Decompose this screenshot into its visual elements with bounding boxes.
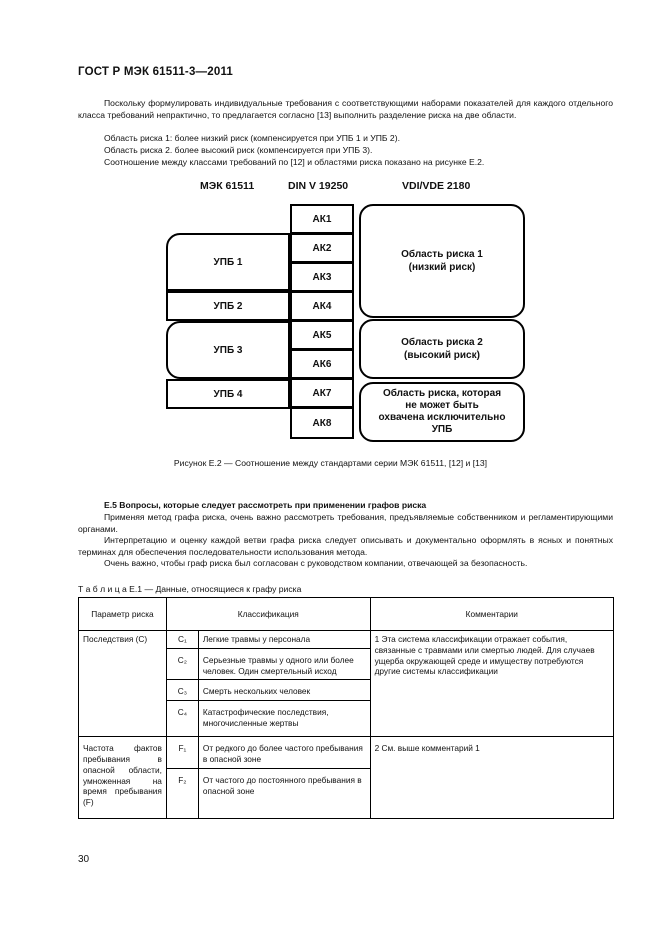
table-comment-1: 1 Эта система классификации отражает события, связанные с травмами или смертью людей. Для случаев ущерба окружающей среде и имуществу потребуются другие системы классификации xyxy=(370,631,613,737)
diagram-ak-3: АК3 xyxy=(290,262,354,292)
risk-area-2-title: Область риска 2 xyxy=(401,337,483,348)
table-class-text: Смерть нескольких человек xyxy=(198,680,370,701)
intro-paragraph-4: Соотношение между классами требований по [12] и областями риска показано на рисунке Е.2. xyxy=(104,157,485,167)
diagram-upb-4: УПБ 4 xyxy=(166,379,290,409)
table-code: C₁ xyxy=(166,631,198,649)
diagram-upb-1: УПБ 1 xyxy=(166,233,290,291)
diagram-ak-1: АК1 xyxy=(290,204,354,234)
risk-area-1-title: Область риска 1 xyxy=(401,249,483,260)
diagram-ak-8: АК8 xyxy=(290,407,354,439)
table-code: F₂ xyxy=(166,768,198,818)
risk-area-2-subtitle: (высокий риск) xyxy=(404,350,480,361)
table-class-text: Катастрофические последствия, многочисленные жертвы xyxy=(198,701,370,737)
section-heading: Е.5 Вопросы, которые следует рассмотреть при применении графов риска xyxy=(104,500,427,510)
diagram-ak-4: АК4 xyxy=(290,291,354,321)
intro-paragraph-1: Поскольку формулировать индивидуальные требования с соответствующими наборами показателей для каждого отдельного класса требований непрактично, то предлагается согласно [13] выполнить разделение риска на две области. xyxy=(78,98,613,120)
table-row xyxy=(79,631,614,649)
table-header-classification: Классификация xyxy=(166,598,370,631)
diagram-ak-6: АК6 xyxy=(290,349,354,379)
intro-paragraph-3: Область риска 2. более высокий риск (компенсируется при УПБ 3). xyxy=(104,145,373,155)
table-class-text: Серьезные травмы у одного или более человек. Один смертельный исход xyxy=(198,648,370,680)
table-code: C₂ xyxy=(166,648,198,680)
diagram-risk-area-2 xyxy=(359,319,525,379)
section-paragraph-2: Интерпретацию и оценку каждой ветви графа риска следует описывать и документально оформлять в ясных и понятных терминах для обеспечения последовательности использования метода. xyxy=(78,535,613,557)
table-code: C₃ xyxy=(166,680,198,701)
table-title: Т а б л и ц а Е.1 — Данные, относящиеся к графу риска xyxy=(78,584,302,594)
diagram-ak-2: АК2 xyxy=(290,233,354,263)
page-number: 30 xyxy=(78,854,90,865)
table-row xyxy=(79,737,614,769)
section-paragraph-1: Применяя метод графа риска, очень важно рассмотреть требования, предъявляемые собственником и регламентирующими органами. xyxy=(78,512,613,534)
risk-graph-table xyxy=(78,597,614,819)
risk-area-3-line-1: Область риска, которая xyxy=(382,388,502,399)
diagram-upb-2: УПБ 2 xyxy=(166,291,290,321)
table-header-comments: Комментарии xyxy=(370,598,613,631)
risk-area-3-line-2: не может быть xyxy=(405,400,479,411)
table-code: F₁ xyxy=(166,737,198,769)
diagram-upb-3: УПБ 3 xyxy=(166,321,290,379)
figure-caption: Рисунок Е.2 — Соотношение между стандартами серии МЭК 61511, [12] и [13] xyxy=(173,458,488,468)
table-comment-2: 2 См. выше комментарий 1 xyxy=(370,737,613,819)
table-code: C₄ xyxy=(166,701,198,737)
risk-area-3-line-4: УПБ xyxy=(431,424,453,435)
table-class-text: От редкого до более частого пребывания в опасной зоне xyxy=(198,737,370,769)
risk-area-3-line-3: охвачена исключительно xyxy=(378,412,506,423)
table-class-text: От частого до постоянного пребывания в опасной зоне xyxy=(198,768,370,818)
diagram-ak-5: АК5 xyxy=(290,320,354,350)
diagram-risk-area-1 xyxy=(359,204,525,318)
table-param-consequences: Последствия (С) xyxy=(79,631,167,737)
risk-area-1-subtitle: (низкий риск) xyxy=(408,262,476,273)
table-header-row xyxy=(79,598,614,631)
section-paragraph-3: Очень важно, чтобы граф риска был согласован с руководством компании, отвечающей за безопасность. xyxy=(104,558,528,568)
table-param-frequency: Частота фактов пребывания в опасной области, умноженная на время пребывания (F) xyxy=(79,737,167,819)
diagram-ak-7: АК7 xyxy=(290,378,354,408)
diagram-col-iec: МЭК 61511 xyxy=(200,180,255,192)
diagram-col-vdi: VDI/VDE 2180 xyxy=(402,180,471,192)
table-class-text: Легкие травмы у персонала xyxy=(198,631,370,649)
diagram-risk-area-3 xyxy=(359,382,525,442)
intro-paragraph-2: Область риска 1: более низкий риск (компенсируется при УПБ 1 и УПБ 2). xyxy=(104,133,400,143)
diagram-col-din: DIN V 19250 xyxy=(288,180,349,192)
table-header-param: Параметр риска xyxy=(79,598,167,631)
page-header: ГОСТ Р МЭК 61511-3—2011 xyxy=(78,66,234,78)
